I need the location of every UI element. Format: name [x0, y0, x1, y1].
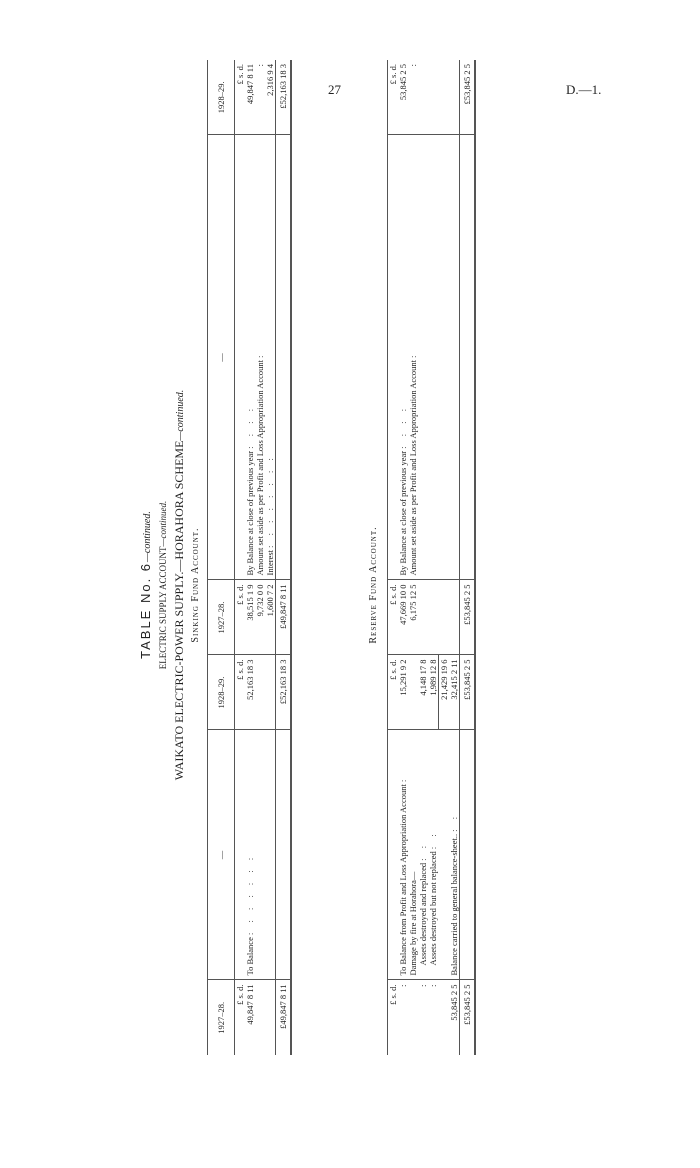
row-description — [439, 730, 450, 980]
empty-cell — [439, 580, 450, 655]
amount-1928-29: 32,415 2 11 — [449, 655, 460, 730]
amount-1927-28: 49,847 8 11 — [245, 984, 255, 1025]
total-1928-29: £52,163 18 3 — [276, 655, 292, 730]
row-text: By Balance at close of previous year — [245, 450, 255, 576]
row-text: Interest — [265, 550, 275, 576]
table-row — [449, 60, 460, 1055]
empty-cell — [276, 135, 292, 580]
amount-1927-28: 53,845 2 5 — [449, 984, 459, 1021]
unit-label: £ s. d. — [235, 655, 246, 730]
table-row — [255, 60, 265, 1055]
empty-cell — [418, 580, 428, 655]
amount-1927-28: 6,175 12 5 — [408, 580, 418, 655]
row-text: Damage by fire at Horahora— — [408, 871, 418, 976]
table-row — [439, 60, 450, 1055]
empty-cell — [265, 655, 276, 730]
empty-cell — [418, 135, 428, 580]
empty-cell — [388, 135, 399, 580]
amount-1928-29: 1,989 12 8 — [428, 655, 439, 730]
leader-dots: : — [255, 351, 265, 358]
row-text: To Balance — [245, 937, 255, 976]
row-description — [408, 730, 418, 980]
empty-cell — [449, 60, 460, 135]
amount-1928-29: 15,291 9 2 — [398, 655, 408, 730]
row-description — [418, 730, 428, 980]
empty-cell — [255, 980, 265, 1055]
empty-cell — [428, 135, 439, 580]
empty-cell — [388, 730, 399, 980]
row-text: Amount set aside as per Profit and Loss Appropriation Account — [408, 359, 418, 576]
row-text: Balance carried to general balance-sheet.. — [449, 833, 459, 976]
col-1927-28: 1927–28. — [208, 580, 235, 655]
scheme-continued: —continued. — [175, 389, 186, 441]
unit-label: £ s. d. — [388, 580, 399, 655]
amount-1927-28: 38,515 1 9 — [245, 580, 255, 655]
empty-cell — [428, 60, 439, 135]
amount-1927-28: 9,732 0 0 — [255, 580, 265, 655]
table-row — [265, 60, 276, 1055]
leader-dots: : : : : — [398, 404, 408, 449]
table-row — [245, 60, 255, 1055]
reserve-fund-table — [387, 60, 476, 1055]
empty-cell — [265, 730, 276, 980]
empty-cell — [418, 60, 428, 135]
table-row — [408, 60, 418, 1055]
amount-1927-28: : — [398, 984, 408, 987]
amount-1928-29: 53,845 2 5 — [398, 60, 408, 135]
row-description — [449, 730, 460, 980]
row-text: By Balance at close of previous year — [398, 450, 408, 576]
unit-label: £ s. d. — [388, 60, 399, 135]
amount-1927-28: : — [418, 984, 428, 987]
row-description — [428, 730, 439, 980]
row-text: Assets destroyed and replaced — [418, 862, 428, 966]
total-1928-29: £53,845 2 5 — [460, 60, 476, 135]
amount-1928-29: 4,148 17 8 — [418, 655, 428, 730]
scheme-caption — [172, 60, 187, 1110]
leader-dots: : : : : — [245, 404, 255, 449]
table-row — [398, 60, 408, 1055]
empty-cell — [449, 135, 460, 580]
row-text: To Balance from Profit and Loss Appropriation Account — [398, 784, 408, 976]
unit-label: £ s. d. — [235, 984, 245, 1005]
col-1928-29: 1928–29. — [208, 655, 235, 730]
row-description — [245, 730, 255, 980]
leader-dots: : : : : : : : — [245, 853, 255, 936]
unit-label: £ s. d. — [388, 984, 398, 1005]
amount-1927-28: 1,600 7 2 — [265, 580, 276, 655]
col-dash: — — [208, 730, 235, 980]
row-description — [408, 135, 418, 580]
amount-1927-28: : — [428, 984, 438, 987]
rotated-table-page — [100, 60, 580, 1110]
empty-cell — [265, 980, 276, 1055]
unit-label: £ s. d. — [235, 580, 246, 655]
sinking-header-row — [208, 60, 235, 1055]
units-row — [235, 60, 246, 1055]
empty-cell — [235, 135, 246, 580]
row-text: Assets destroyed but not replaced — [428, 851, 438, 966]
leader-dots: : : : : : : : : — [265, 454, 275, 548]
row-text: Amount set aside as per Profit and Loss Appropriation Account — [255, 359, 265, 576]
total-1927-28: £53,845 2 5 — [460, 580, 476, 655]
amount-1927-28 — [408, 980, 418, 1055]
empty-cell — [428, 580, 439, 655]
table-row — [418, 60, 428, 1055]
col-1927-28: 1927–28. — [208, 980, 235, 1055]
empty-cell — [439, 60, 450, 135]
total-1927-28: £49,847 8 11 — [276, 580, 292, 655]
empty-cell — [255, 655, 265, 730]
empty-cell — [460, 730, 476, 980]
account-name: ELECTRIC SUPPLY ACCOUNT — [158, 546, 168, 670]
leader-dots: : — [408, 351, 418, 358]
sinking-fund-title: Sinking Fund Account. — [190, 527, 201, 643]
empty-cell — [235, 730, 246, 980]
empty-cell — [276, 730, 292, 980]
row-description — [265, 135, 276, 580]
total-1927-28: £53,845 2 5 — [460, 980, 476, 1055]
col-1928-29: 1928–29. — [208, 60, 235, 135]
amount-1928-29: 49,847 8 11 — [245, 60, 255, 135]
unit-label: £ s. d. — [388, 655, 399, 730]
amount-1928-29 — [408, 655, 418, 730]
units-row — [388, 60, 399, 1055]
empty-cell — [255, 730, 265, 980]
table-number: TABLE No. 6 — [138, 561, 153, 659]
col-dash: — — [208, 135, 235, 580]
page-number: 27 — [328, 82, 341, 97]
table-number-caption — [138, 60, 153, 1110]
table-row — [428, 60, 439, 1055]
empty-cell — [449, 580, 460, 655]
empty-cell — [460, 135, 476, 580]
total-1928-29: £53,845 2 5 — [460, 655, 476, 730]
sinking-fund-table — [207, 60, 292, 1055]
amount-1928-29: : — [408, 60, 418, 135]
scheme-name: WAIKATO ELECTRIC-POWER SUPPLY.—HORAHORA SCHEME — [172, 440, 186, 781]
document-reference: D.—1. — [566, 82, 602, 97]
leader-dots: : — [398, 775, 408, 783]
row-description — [398, 135, 408, 580]
unit-label: £ s. d. — [235, 60, 246, 135]
row-description — [245, 135, 255, 580]
totals-row — [460, 60, 476, 1055]
amount-1927-28: 47,669 10 0 — [398, 580, 408, 655]
leader-dots: : : — [428, 830, 438, 850]
account-caption — [158, 60, 168, 1110]
amount-1927-28 — [439, 980, 450, 1055]
amount-1928-29: 2,316 9 4 — [265, 60, 276, 135]
amount-1928-29: 52,163 18 3 — [245, 655, 255, 730]
total-1927-28: £49,847 8 11 — [276, 980, 292, 1055]
row-description — [398, 730, 408, 980]
leader-dots: : : — [449, 812, 459, 832]
account-continued: —continued. — [158, 500, 168, 547]
empty-cell — [439, 135, 450, 580]
subtotal-1928-29: 21,429 19 6 — [439, 655, 450, 730]
totals-row — [276, 60, 292, 1055]
reserve-fund-title: Reserve Fund Account. — [368, 526, 379, 644]
amount-1928-29: : — [255, 60, 265, 135]
table-number-continued: —continued. — [142, 511, 153, 562]
leader-dots: : : — [418, 841, 428, 861]
total-1928-29: £52,163 18 3 — [276, 60, 292, 135]
row-description — [255, 135, 265, 580]
